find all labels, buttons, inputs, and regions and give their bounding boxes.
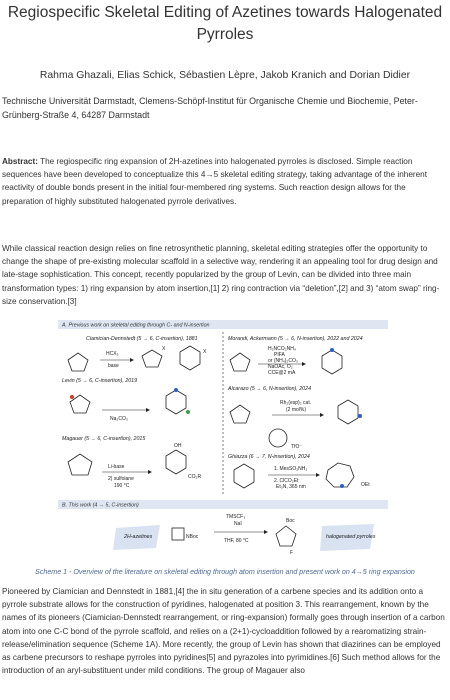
- product-fluorine-atom: F: [290, 550, 294, 556]
- magauer-label: Magauer (5 → 6, C-insertion), 2015: [62, 436, 146, 442]
- affiliation: Technische Universität Darmstadt, Clemens-Schöpf-Institut für Organische Chemie und Biochemie, Peter-Grünberg-Straße 4, 64287 Darmstadt: [2, 96, 418, 121]
- intermediate-x-atom: X: [162, 346, 166, 352]
- morandi-reagent-5: CCE@2 mA: [268, 370, 296, 376]
- alcarazo-substrate: [230, 405, 250, 423]
- ghiazza-arrowhead: [316, 473, 320, 477]
- alcarazo-arrowhead: [320, 413, 324, 417]
- halogenated-pyrroles-label: halogenated pyrroles: [326, 534, 376, 540]
- azetine-molecule: [172, 528, 184, 540]
- product-boc-group: Boc: [286, 518, 295, 524]
- ghiazza-oet-group: OEt: [361, 482, 370, 488]
- body-paragraph: Pioneered by Ciamician and Dennstedt in 1881,[4] the in situ generation of a carbene species and its addition onto a pyrrole substrate allows for the construction of pyridines, halogenated at position 3. This rearrangement, known by the names of its pioneers (Ciamician-Dennstedt rearrangement, or ring-expansion) formally goes through insertion of a carbon atom into one C-C bond of the pyrrole scaffold, and relies on a (2+1)-cycloaddition followed by a rearomatizing strain-release/elimination sequence (Scheme 1A). More recently, the group of Levin has shown that diazirines can be employed as carbene precursors to reshape pyrroles into pyridines[5] and pyrazoles into pyrimidines.[6] Such method allows for the introduction of an aryl-substituent under mild conditions. The group of Magauer also: [2, 587, 445, 676]
- magauer-oh-atom: OH: [174, 443, 182, 449]
- ghiazza-label: Ghiazza (6 → 7, N-insertion), 2024: [228, 454, 310, 460]
- scheme-section-b-label: B. This work (4 → 5, C-insertion): [62, 502, 139, 509]
- this-work-reagent-2: NaI: [234, 521, 242, 527]
- abstract-label: Abstract:: [2, 157, 38, 166]
- alcarazo-reagent-1: Rh₂(esp)₂ cat.: [280, 400, 312, 406]
- magauer-reagent-3: 190 °C: [114, 483, 130, 489]
- alcarazo-reagent-structure: [269, 429, 287, 447]
- alcarazo-product: [338, 400, 358, 424]
- morandi-product: [322, 350, 342, 374]
- magauer-co2r-atom: CO₂R: [188, 474, 202, 480]
- scheme-caption: Scheme 1 - Overview of the literature on skeletal editing through atom insertion and present work on 4→5 ring expansion: [35, 568, 415, 576]
- morandi-product-blue-atom: [330, 348, 334, 352]
- morandi-reagent-4: NaOAc, O₂: [268, 364, 293, 370]
- magauer-substrate: [68, 454, 92, 475]
- pyrrole-molecule: [68, 353, 88, 371]
- magauer-product: [166, 450, 186, 474]
- ghiazza-reagent-1: 1. MesSO₂NH₂: [274, 466, 308, 472]
- morandi-reagent-1: H₂NCO₂NH₄: [268, 346, 296, 352]
- alcarazo-tfo-counterion: TfO⁻: [291, 444, 302, 450]
- levin-product: [166, 390, 186, 414]
- ciamician-reagent-1: HCX₃: [106, 351, 119, 357]
- alcarazo-reagent-2: (2 mol%): [286, 407, 307, 413]
- ghiazza-product-blue-atom: [340, 484, 344, 488]
- azetine-nboc-group: NBoc: [186, 534, 199, 540]
- morandi-substrate: [230, 353, 250, 371]
- paper-title: Regiospecific Skeletal Editing of Azetines towards Halogenated Pyrroles: [7, 4, 443, 43]
- levin-product-blue-atom: [174, 388, 178, 392]
- scheme-1-figure: [58, 320, 388, 562]
- scheme-section-a-label: A. Previous work on skeletal editing through C- and N-insertion: [62, 322, 210, 329]
- halogenated-pyrrole-product: [276, 526, 296, 546]
- ciamician-arrowhead: [130, 358, 134, 362]
- this-work-reagent-3: THF, 80 °C: [224, 538, 249, 544]
- morandi-label: Morandi, Ackermann (5 → 6, N-insertion), 2022 and 2024: [228, 336, 363, 342]
- author-list: Rahma Ghazali, Elias Schick, Sébastien Lèpre, Jakob Kranich and Dorian Didier: [39, 70, 411, 81]
- morandi-reagent-2: PIFA: [274, 352, 285, 358]
- ghiazza-reagent-3: Et₃N, 365 nm: [276, 484, 306, 490]
- ciamician-reagent-2: base: [108, 363, 119, 369]
- intro-paragraph: While classical reaction design relies on fine retrosynthetic planning, skeletal editing strategies offer the opportunity to change the shape of pre-existing molecular scaffold in a selective way, rendering it an appealing tool for drug design and late-stage sophistication. This concept, recently popularized by the group of Levin, can be divided into three main transformation types: 1) ring expansion by atom insertion,[1] 2) ring contraction via “deletion”,[2] and 3) “atom swap” ring-size conservation.[3]: [2, 244, 440, 306]
- ghiazza-reagent-2: 2. ClCO₂Et: [274, 478, 299, 484]
- pyridine-x-atom: X: [203, 349, 207, 355]
- azetines-label: 2H-azetines: [124, 534, 153, 540]
- cyclopropane-intermediate: [142, 350, 162, 367]
- levin-arrowhead: [146, 408, 150, 412]
- levin-product-green-atom: [186, 410, 190, 414]
- levin-label: Levin (5 → 6, C-insertion), 2019: [62, 378, 138, 384]
- pyridine-product: [180, 346, 200, 370]
- morandi-reagent-3: or (NH₄)₂CO₃: [268, 358, 298, 364]
- magauer-arrowhead: [148, 470, 152, 474]
- morandi-arrowhead: [302, 362, 306, 366]
- ciamician-label: Ciamician-Dennstedt (5 → 6, C-insertion), 1881: [86, 336, 198, 342]
- levin-pyrrole-red-atom: [70, 395, 74, 399]
- abstract-text: The regiospecific ring expansion of 2H-azetines into halogenated pyrroles is disclosed. Simple reaction sequences have been developed to conceptualize this 4→5 skeletal editing strategy, taking advantage of the inherent reactivity of double bonds present in the initial four-membered ring systems. Such reaction design allows for the preparation of highly substituted halogenated pyrrole derivatives.: [2, 157, 427, 206]
- ghiazza-substrate: [234, 464, 254, 488]
- this-work-reagent-1: TMSCF₃: [226, 514, 246, 520]
- levin-reagent: Na₂CO₃: [110, 416, 128, 422]
- abstract: [2, 155, 448, 208]
- magauer-reagent-2: 2) sulfolane: [108, 476, 134, 482]
- magauer-reagent-1: Li-base: [108, 464, 125, 470]
- ghiazza-product: [326, 463, 354, 487]
- this-work-arrowhead: [264, 530, 268, 534]
- alcarazo-label: Alcarazo (5 → 6, N-insertion), 2024: [228, 386, 312, 392]
- alcarazo-product-blue-atom: [358, 414, 362, 418]
